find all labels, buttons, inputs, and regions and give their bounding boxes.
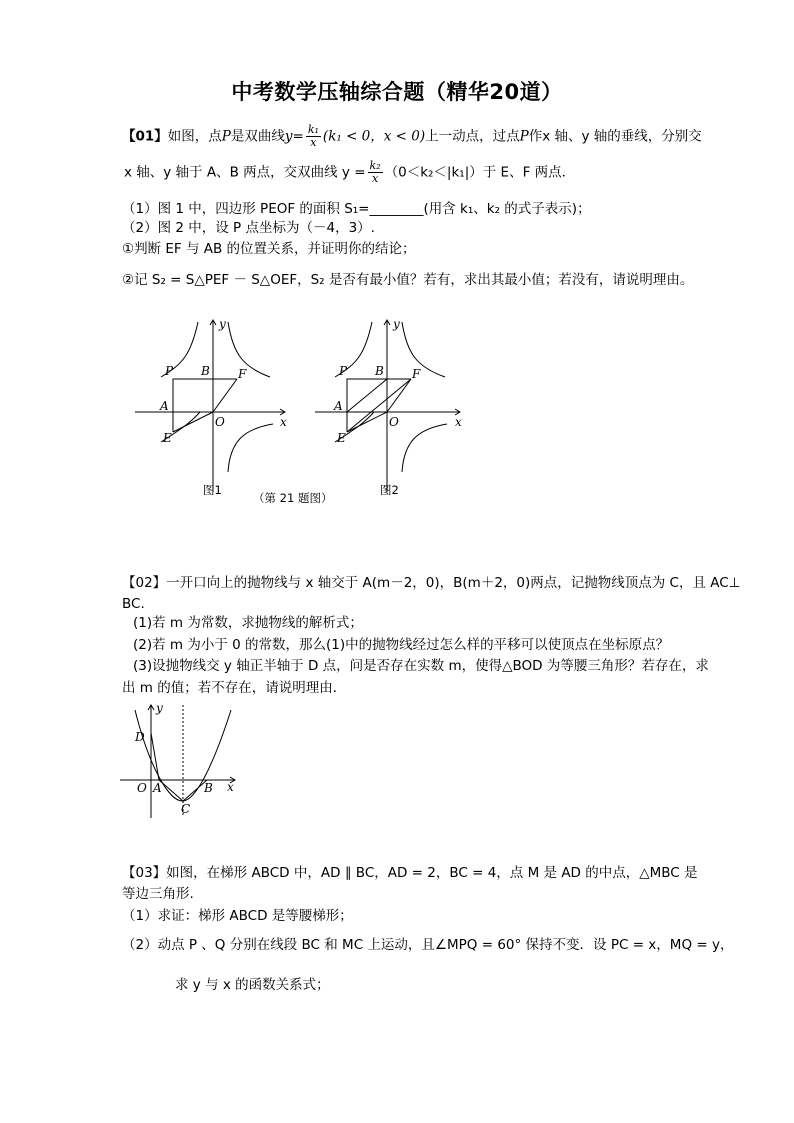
fig2-line-ef bbox=[347, 379, 411, 432]
q03-line1: 【03】如图，在梯形 ABCD 中，AD ∥ BC，AD = 2，BC = 4，点 M 是 AD 的中点，△MBC 是 bbox=[122, 865, 698, 881]
parabola-curve bbox=[135, 710, 231, 801]
q03-part1: （1）求证：梯形 ABCD 是等腰梯形； bbox=[122, 908, 353, 924]
q01-var-y: y bbox=[284, 128, 293, 145]
fig2-label-e: E bbox=[337, 431, 346, 445]
q01-frac-den: x bbox=[310, 136, 317, 149]
q01-sub2: ②记 S₂ = S△PEF － S△OEF，S₂ 是否有最小值？若有，求出其最小值；若没有，请说明理由。 bbox=[122, 272, 694, 288]
fig2-hyperbola-k1-lower-right bbox=[402, 424, 447, 472]
q01-frac-num: k₁ bbox=[307, 123, 319, 136]
q03-part2-cont: 求 y 与 x 的函数关系式； bbox=[175, 977, 330, 993]
fig1-hyperbola-k1-lower-right bbox=[228, 424, 273, 472]
fig1-hyperbola-k2-upper-right bbox=[228, 322, 270, 377]
parabola-label-b: B bbox=[204, 781, 213, 795]
fig2-label-y: y bbox=[393, 317, 400, 331]
q02-parabola-figure bbox=[115, 700, 250, 820]
fig1-caption: 图1 bbox=[203, 483, 222, 497]
fig1-label-a: A bbox=[160, 399, 169, 413]
parabola-line-da bbox=[151, 733, 159, 780]
fig1-label-f: F bbox=[238, 367, 247, 381]
q01-part1: （1）图 1 中，四边形 PEOF 的面积 S₁=________(用含 k₁、k₂ 的式子表示)； bbox=[122, 201, 591, 217]
q01-text: 上一动点，过点 bbox=[425, 128, 520, 145]
q01-text: （0＜k₂＜|k₁|）于 E、F 两点． bbox=[384, 164, 576, 181]
fig1-line-eo bbox=[173, 412, 213, 432]
q01-fraction-k2 bbox=[368, 160, 383, 185]
parabola-label-o: O bbox=[137, 781, 147, 795]
q02-line1: 【02】一开口向上的抛物线与 x 轴交于 A(m－2，0)，B(m＋2，0)两点，记抛物线顶点为 C，且 AC⊥ bbox=[122, 575, 741, 591]
q02-part3: (3)设抛物线交 y 轴正半轴于 D 点，问是否存在实数 m，使得△BOD 为等腰三角形？若存在，求 bbox=[133, 658, 709, 674]
q01-text: x 轴、y 轴于 A、B 两点，交双曲线 y = bbox=[124, 164, 366, 181]
q01-point-p: P bbox=[519, 128, 529, 145]
q01-equals: = bbox=[292, 128, 304, 145]
parabola-label-a: A bbox=[153, 781, 162, 795]
parabola-label-y: y bbox=[156, 701, 163, 715]
q01-line1 bbox=[122, 124, 702, 149]
q02-part3-cont: 出 m 的值；若不存在，请说明理由． bbox=[122, 680, 347, 696]
fig2-label-b: B bbox=[375, 364, 384, 378]
fig1-rect-pboa bbox=[173, 379, 213, 412]
fig1-line-fo bbox=[213, 379, 237, 412]
parabola-line-ac bbox=[159, 780, 183, 801]
q02-line2: BC. bbox=[122, 596, 145, 612]
fig2-label-x: x bbox=[455, 415, 462, 429]
q02-part1: (1)若 m 为常数，求抛物线的解析式； bbox=[133, 615, 363, 631]
q03-part2: （2）动点 P 、Q 分别在线段 BC 和 MC 上运动，且∠MPQ = 60° 保持不变．设 PC = x，MQ = y， bbox=[122, 937, 734, 953]
q01-number: 【01】 bbox=[122, 128, 168, 145]
fig2-label-a: A bbox=[334, 399, 343, 413]
figure-caption: （第 21 题图） bbox=[253, 491, 333, 505]
fig2-label-f: F bbox=[412, 367, 421, 381]
fig1-label-p: P bbox=[165, 364, 174, 378]
q01-frac-num: k₂ bbox=[369, 159, 381, 172]
q01-text: 如图，点 bbox=[167, 128, 222, 145]
q01-point-p: P bbox=[221, 128, 231, 145]
q01-text: 作 bbox=[528, 128, 543, 145]
parabola-label-x: x bbox=[227, 780, 234, 794]
q01-figures bbox=[125, 312, 475, 512]
q01-text: 是双曲线 bbox=[230, 128, 285, 145]
parabola-label-d: D bbox=[135, 730, 145, 744]
fig1-label-b: B bbox=[201, 364, 210, 378]
q01-fraction-k1 bbox=[306, 124, 321, 149]
q02-part2: (2)若 m 为小于 0 的常数，那么(1)中的抛物线经过怎么样的平移可以使顶点在坐标原点？ bbox=[133, 637, 670, 653]
q01-line2 bbox=[124, 160, 575, 185]
fig2-label-o: O bbox=[389, 415, 399, 429]
q01-part2: （2）图 2 中，设 P 点坐标为（－4，3）. bbox=[122, 220, 375, 236]
fig2-caption: 图2 bbox=[380, 483, 399, 497]
parabola-label-c: C bbox=[181, 802, 191, 816]
fig1-label-x: x bbox=[280, 415, 287, 429]
q01-text: x 轴、y 轴的垂线，分别交 bbox=[542, 128, 702, 145]
q01-frac-den: x bbox=[371, 172, 379, 185]
q03-line2: 等边三角形. bbox=[122, 886, 194, 902]
page-title: 中考数学压轴综合题（精华20道） bbox=[231, 80, 563, 104]
q01-sub1: ①判断 EF 与 AB 的位置关系，并证明你的结论； bbox=[122, 241, 416, 257]
fig2-hyperbola-k2-upper-right bbox=[402, 322, 445, 377]
fig2-line-ab bbox=[347, 379, 387, 412]
q01-condition: (k₁ < 0，x < 0) bbox=[322, 128, 426, 145]
fig1-label-e: E bbox=[163, 431, 172, 445]
fig2-label-p: P bbox=[339, 364, 348, 378]
fig1-label-y: y bbox=[219, 317, 226, 331]
fig1-label-o: O bbox=[215, 415, 225, 429]
